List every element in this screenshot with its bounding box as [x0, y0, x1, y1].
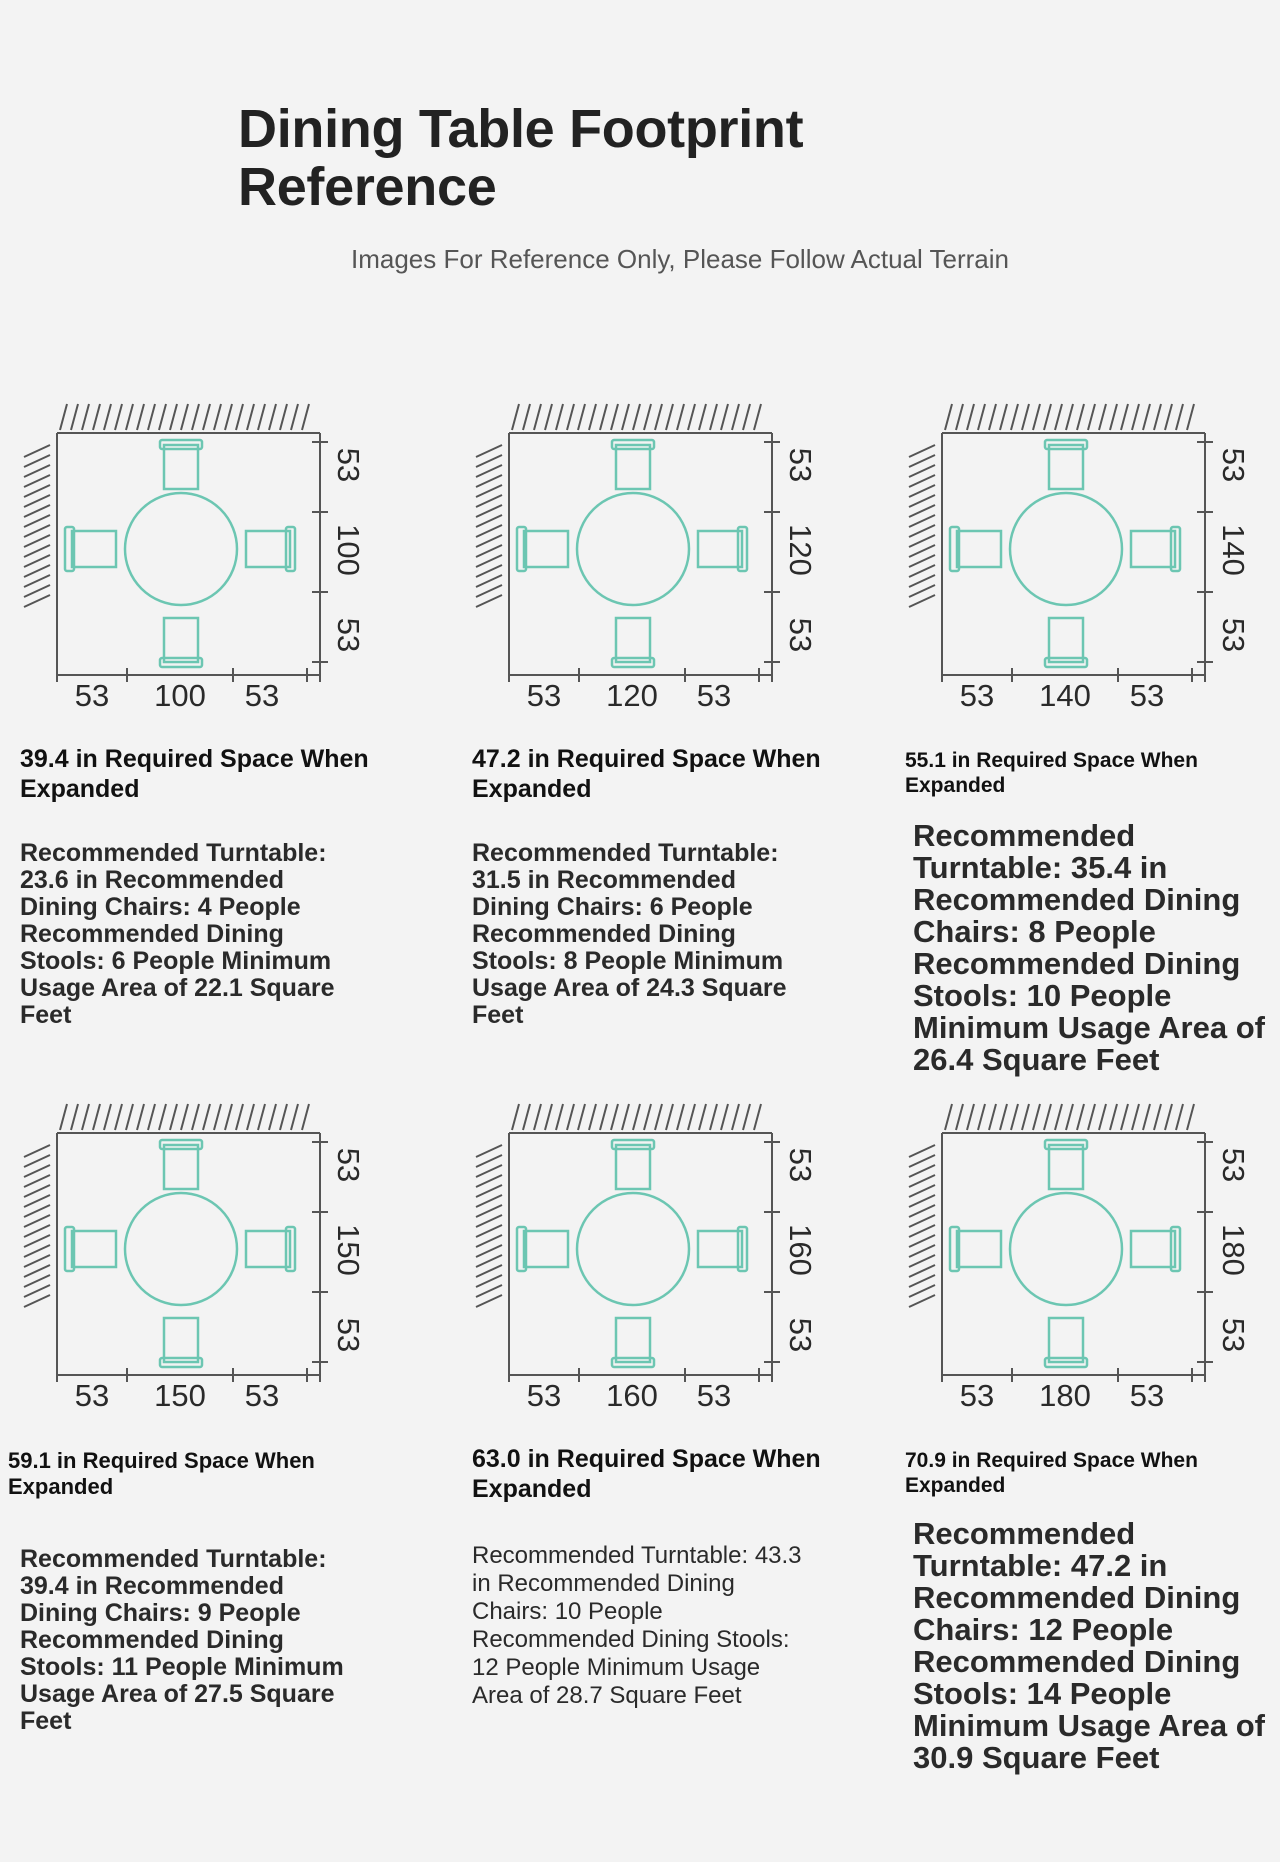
round-table — [1010, 493, 1122, 605]
wall-hatch-left — [476, 445, 502, 607]
dim-label-depth: 160 — [783, 1224, 818, 1276]
required-space-text: 59.1 in Required Space When Expanded — [8, 1448, 315, 1499]
dim-label-left: 53 — [74, 1378, 110, 1413]
chairs — [65, 440, 295, 667]
chair-bottom — [616, 1318, 650, 1362]
round-table — [577, 493, 689, 605]
chair-right — [246, 531, 290, 567]
required-space-text: 63.0 in Required Space When Expanded — [472, 1445, 821, 1503]
required-space-text: 39.4 in Required Space When Expanded — [20, 745, 369, 803]
round-table — [577, 1193, 689, 1305]
vertical-dimension — [312, 1133, 328, 1382]
dim-label-top: 53 — [1216, 1147, 1251, 1183]
dim-label-top: 53 — [783, 447, 818, 483]
chair-top — [616, 445, 650, 489]
wall-hatch-left — [909, 445, 935, 607]
chairs — [950, 440, 1180, 667]
wall-hatch-top — [945, 1104, 1194, 1130]
vertical-dimension — [764, 433, 780, 682]
required-space-text: 70.9 in Required Space When Expanded — [905, 1449, 1198, 1497]
vertical-dimension — [312, 433, 328, 682]
wall-hatch-top — [512, 404, 761, 430]
chair-right — [246, 1231, 290, 1267]
chair-top — [1049, 1145, 1083, 1189]
chairs — [65, 1140, 295, 1367]
round-table — [125, 493, 237, 605]
wall-hatch-left — [909, 1145, 935, 1307]
chair-bottom — [1049, 1318, 1083, 1362]
wall-hatch-top — [60, 1104, 309, 1130]
dim-label-depth: 120 — [783, 524, 818, 576]
dim-label-bottom: 53 — [1216, 1317, 1251, 1353]
dim-label-width: 120 — [606, 678, 658, 713]
footprint-card — [472, 1100, 862, 1790]
vertical-dimension — [764, 1133, 780, 1382]
footprint-card — [8, 1100, 410, 1790]
page-subtitle: Images For Reference Only, Please Follow Actual Terrain — [351, 244, 1009, 274]
dim-label-left: 53 — [959, 678, 995, 713]
dim-label-width: 160 — [606, 1378, 658, 1413]
dim-label-bottom: 53 — [1216, 617, 1251, 653]
chair-top — [616, 1145, 650, 1189]
dim-label-bottom: 53 — [331, 1317, 366, 1353]
chair-left — [72, 531, 116, 567]
chair-left — [524, 1231, 568, 1267]
recommendation-text: Recommended Turntable: 39.4 in Recommended Dining Chairs: 9 People Recommended Dining Stools: 11 People Minimum Usage Area of 27.5 Square Feet — [20, 1545, 344, 1735]
vertical-dimension — [1197, 433, 1213, 682]
required-space-text: 55.1 in Required Space When Expanded — [905, 749, 1198, 797]
dim-label-depth: 100 — [331, 524, 366, 576]
dim-label-right: 53 — [1129, 1378, 1165, 1413]
dim-label-right: 53 — [696, 678, 732, 713]
dim-label-right: 53 — [244, 1378, 280, 1413]
chair-right — [698, 1231, 742, 1267]
footprint-card — [905, 400, 1280, 1090]
dim-label-bottom: 53 — [783, 1317, 818, 1353]
wall-hatch-left — [24, 445, 50, 607]
footprint-diagram — [905, 1100, 1251, 1413]
required-space-text: 47.2 in Required Space When Expanded — [472, 745, 821, 803]
chair-right — [1131, 1231, 1175, 1267]
recommendation-text: Recommended Turntable: 31.5 in Recommended Dining Chairs: 6 People Recommended Dining Stools: 8 People Minimum Usage Area of 24.3 Square Feet — [472, 839, 787, 1029]
chair-top — [164, 445, 198, 489]
footprint-diagram — [20, 1100, 366, 1413]
dim-label-right: 53 — [1129, 678, 1165, 713]
chairs — [950, 1140, 1180, 1367]
wall-hatch-top — [60, 404, 309, 430]
footprint-card — [472, 400, 862, 1090]
wall-hatch-top — [945, 404, 1194, 430]
dim-label-bottom: 53 — [783, 617, 818, 653]
chair-left — [72, 1231, 116, 1267]
dim-label-depth: 140 — [1216, 524, 1251, 576]
recommendation-text: Recommended Turntable: 43.3 in Recommended Dining Chairs: 10 People Recommended Dining Stools: 12 People Minimum Usage Area of 28.7 Square Feet — [472, 1542, 802, 1709]
chair-bottom — [1049, 618, 1083, 662]
page-title: Dining Table Footprint Reference — [238, 99, 804, 217]
dim-label-bottom: 53 — [331, 617, 366, 653]
dim-label-left: 53 — [526, 678, 562, 713]
dim-label-width: 150 — [154, 1378, 206, 1413]
wall-hatch-left — [476, 1145, 502, 1307]
recommendation-text: Recommended Turntable: 47.2 in Recommended Dining Chairs: 12 People Recommended Dining Stools: 14 People Minimum Usage Area of 30.9 Square Feet — [913, 1516, 1265, 1775]
chair-top — [164, 1145, 198, 1189]
chair-right — [698, 531, 742, 567]
chair-bottom — [164, 618, 198, 662]
dim-label-width: 180 — [1039, 1378, 1091, 1413]
footprint-diagram — [905, 400, 1251, 713]
dim-label-left: 53 — [959, 1378, 995, 1413]
chair-left — [957, 531, 1001, 567]
chair-top — [1049, 445, 1083, 489]
dim-label-top: 53 — [783, 1147, 818, 1183]
dim-label-top: 53 — [331, 1147, 366, 1183]
vertical-dimension — [1197, 1133, 1213, 1382]
wall-hatch-top — [512, 1104, 761, 1130]
chair-bottom — [164, 1318, 198, 1362]
chair-bottom — [616, 618, 650, 662]
footprint-diagram — [472, 1100, 818, 1413]
dim-label-width: 140 — [1039, 678, 1091, 713]
chair-left — [957, 1231, 1001, 1267]
recommendation-text: Recommended Turntable: 23.6 in Recommended Dining Chairs: 4 People Recommended Dining Stools: 6 People Minimum Usage Area of 22.1 Square Feet — [20, 839, 335, 1029]
chairs — [517, 440, 747, 667]
dim-label-left: 53 — [74, 678, 110, 713]
round-table — [125, 1193, 237, 1305]
chair-right — [1131, 531, 1175, 567]
dim-label-width: 100 — [154, 678, 206, 713]
wall-hatch-left — [24, 1145, 50, 1307]
dim-label-right: 53 — [696, 1378, 732, 1413]
footprint-card — [905, 1100, 1280, 1790]
dim-label-top: 53 — [1216, 447, 1251, 483]
chair-left — [524, 531, 568, 567]
dim-label-right: 53 — [244, 678, 280, 713]
footprint-diagram — [472, 400, 818, 713]
dim-label-depth: 180 — [1216, 1224, 1251, 1276]
footprint-card — [20, 400, 410, 1090]
dim-label-left: 53 — [526, 1378, 562, 1413]
footprint-diagram — [20, 400, 366, 713]
chairs — [517, 1140, 747, 1367]
dim-label-top: 53 — [331, 447, 366, 483]
dim-label-depth: 150 — [331, 1224, 366, 1276]
recommendation-text: Recommended Turntable: 35.4 in Recommended Dining Chairs: 8 People Recommended Dining Stools: 10 People Minimum Usage Area of 26.4 Square Feet — [913, 818, 1265, 1077]
round-table — [1010, 1193, 1122, 1305]
